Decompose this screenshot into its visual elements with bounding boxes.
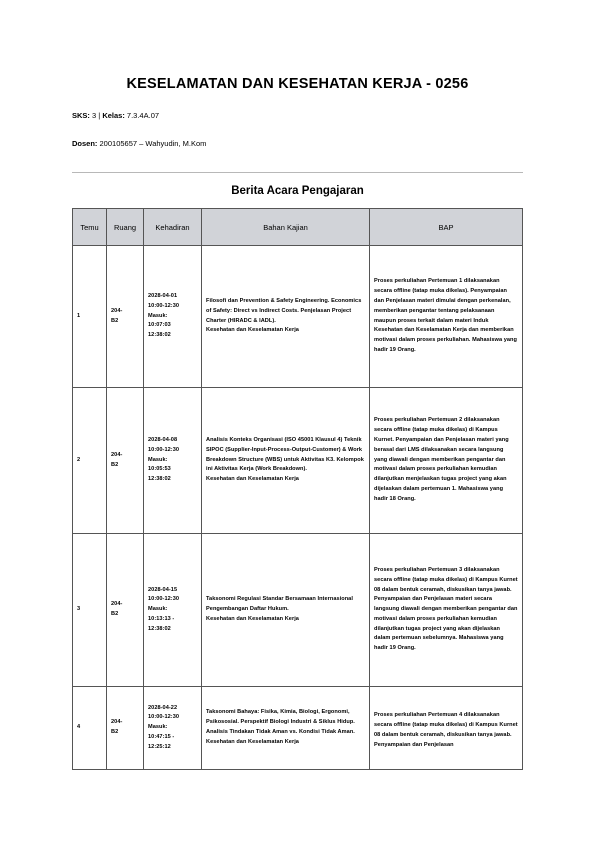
cell-bap: Proses perkuliahan Pertemuan 3 dilaksanakan secara offline (tatap muka dikelas) di Kampus Kurnet 08 dalam bentuk ceramah, diskusikan tanya jawab. Penyampaian dan Penjelasan materi secara langsung diawali dengan memberikan pengantar dan motivasi dalam proses perkuliahan kemudian dilanjutkan tugas project yang akan dijelaskan dalam pertemuan sebelumnya. Mahasiswa yang hadir 19 Orang. <box>370 534 523 687</box>
cell-temu: 2 <box>73 388 107 534</box>
cell-temu: 3 <box>73 534 107 687</box>
table-row <box>73 687 523 770</box>
section-title: Berita Acara Pengajaran <box>231 185 364 197</box>
header-temu: Temu <box>73 209 107 246</box>
kelas-label: Kelas: <box>102 111 125 120</box>
cell-kehadiran: 2028-04-15 10:00-12:30 Masuk: 10:13:13 - 12:38:02 <box>144 534 202 687</box>
cell-bahan-kajian: Taksonomi Bahaya: Fisika, Kimia, Biologi, Ergonomi, Psikososial. Perspektif Biologi Industri & Siklus Hidup. Analisis Tindakan Tidak Aman vs. Kondisi Tidak Aman. Kesehatan dan Keselamatan Kerja <box>202 687 370 770</box>
document-title: KESELAMATAN DAN KESEHATAN KERJA - 0256 <box>126 76 469 92</box>
dosen-line <box>72 139 206 148</box>
cell-bap: Proses perkuliahan Pertemuan 1 dilaksanakan secara offline (tatap muka dikelas). Penyampaian dan Penjelasan materi dimulai dengan perkenalan, memberikan pengantar tentang pelaksanaan maupun proses terkait dalam materi Induk Kesehatan dan Keselamatan Kerja dan memberikan motivasi dalam proses perkuliahan. Mahasiswa yang hadir 19 Orang. <box>370 246 523 388</box>
cell-temu: 4 <box>73 687 107 770</box>
cell-ruang: 204- B2 <box>107 246 144 388</box>
cell-temu: 1 <box>73 246 107 388</box>
cell-bahan-kajian: Filosofi dan Prevention & Safety Engineering. Economics of Safety: Direct vs Indirect Costs. Penjelasan Project Charter (HIRADC & IADL). Kesehatan dan Keselamatan Kerja <box>202 246 370 388</box>
cell-bap: Proses perkuliahan Pertemuan 2 dilaksanakan secara offline (tatap muka dikelas) di Kampus Kurnet. Penyampaian dan Penjelasan materi yang berasal dari LMS dilaksanakan secara langsung yang diawali dengan memberikan pengantar dan motivasi dalam proses perkuliahan kemudian dilanjutkan menjelaskan tugas project yang akan dijelaskan dalam pertemuan 1. Mahasiswa yang hadir 18 Orang. <box>370 388 523 534</box>
dosen-label: Dosen: <box>72 139 98 148</box>
dosen-value: 200105657 – Wahyudin, M.Kom <box>99 139 207 148</box>
cell-kehadiran: 2028-04-08 10:00-12:30 Masuk: 10:05:53 12:38:02 <box>144 388 202 534</box>
cell-bap: Proses perkuliahan Pertemuan 4 dilaksanakan secara offline (tatap muka dikelas) di Kampus Kurnet 08 dalam bentuk ceramah, diskusikan tanya jawab. Penyampaian dan Penjelasan <box>370 687 523 770</box>
section-divider <box>72 172 523 173</box>
bap-table <box>72 208 523 770</box>
table-header-row <box>73 209 523 246</box>
header-bap: BAP <box>370 209 523 246</box>
header-kehadiran: Kehadiran <box>144 209 202 246</box>
cell-ruang: 204- B2 <box>107 534 144 687</box>
sks-value: 3 | <box>92 111 101 120</box>
header-ruang: Ruang <box>107 209 144 246</box>
sks-label: SKS: <box>72 111 90 120</box>
cell-ruang: 204- B2 <box>107 687 144 770</box>
header-bahan-kajian: Bahan Kajian <box>202 209 370 246</box>
cell-ruang: 204- B2 <box>107 388 144 534</box>
cell-kehadiran: 2028-04-22 10:00-12:30 Masuk: 10:47:15 - 12:25:12 <box>144 687 202 770</box>
cell-bahan-kajian: Taksonomi Regulasi Standar Bersamaan Internasional Pengembangan Daftar Hukum. Kesehatan dan Keselamatan Kerja <box>202 534 370 687</box>
table-row <box>73 388 523 534</box>
table-row <box>73 246 523 388</box>
cell-bahan-kajian: Analisis Konteks Organisasi (ISO 45001 Klausul 4) Teknik SIPOC (Supplier-Input-Process-Output-Customer) & Work Breakdown Structure (WBS) untuk Aktivitas K3. Kelompok ini Aktivitas Kerja (Work Breakdown). Kesehatan dan Keselamatan Kerja <box>202 388 370 534</box>
table-row <box>73 534 523 687</box>
kelas-value: 7.3.4A.07 <box>126 111 160 120</box>
cell-kehadiran: 2028-04-01 10:00-12:30 Masuk: 10:07:03 12:38:02 <box>144 246 202 388</box>
sks-kelas-line <box>72 111 159 120</box>
